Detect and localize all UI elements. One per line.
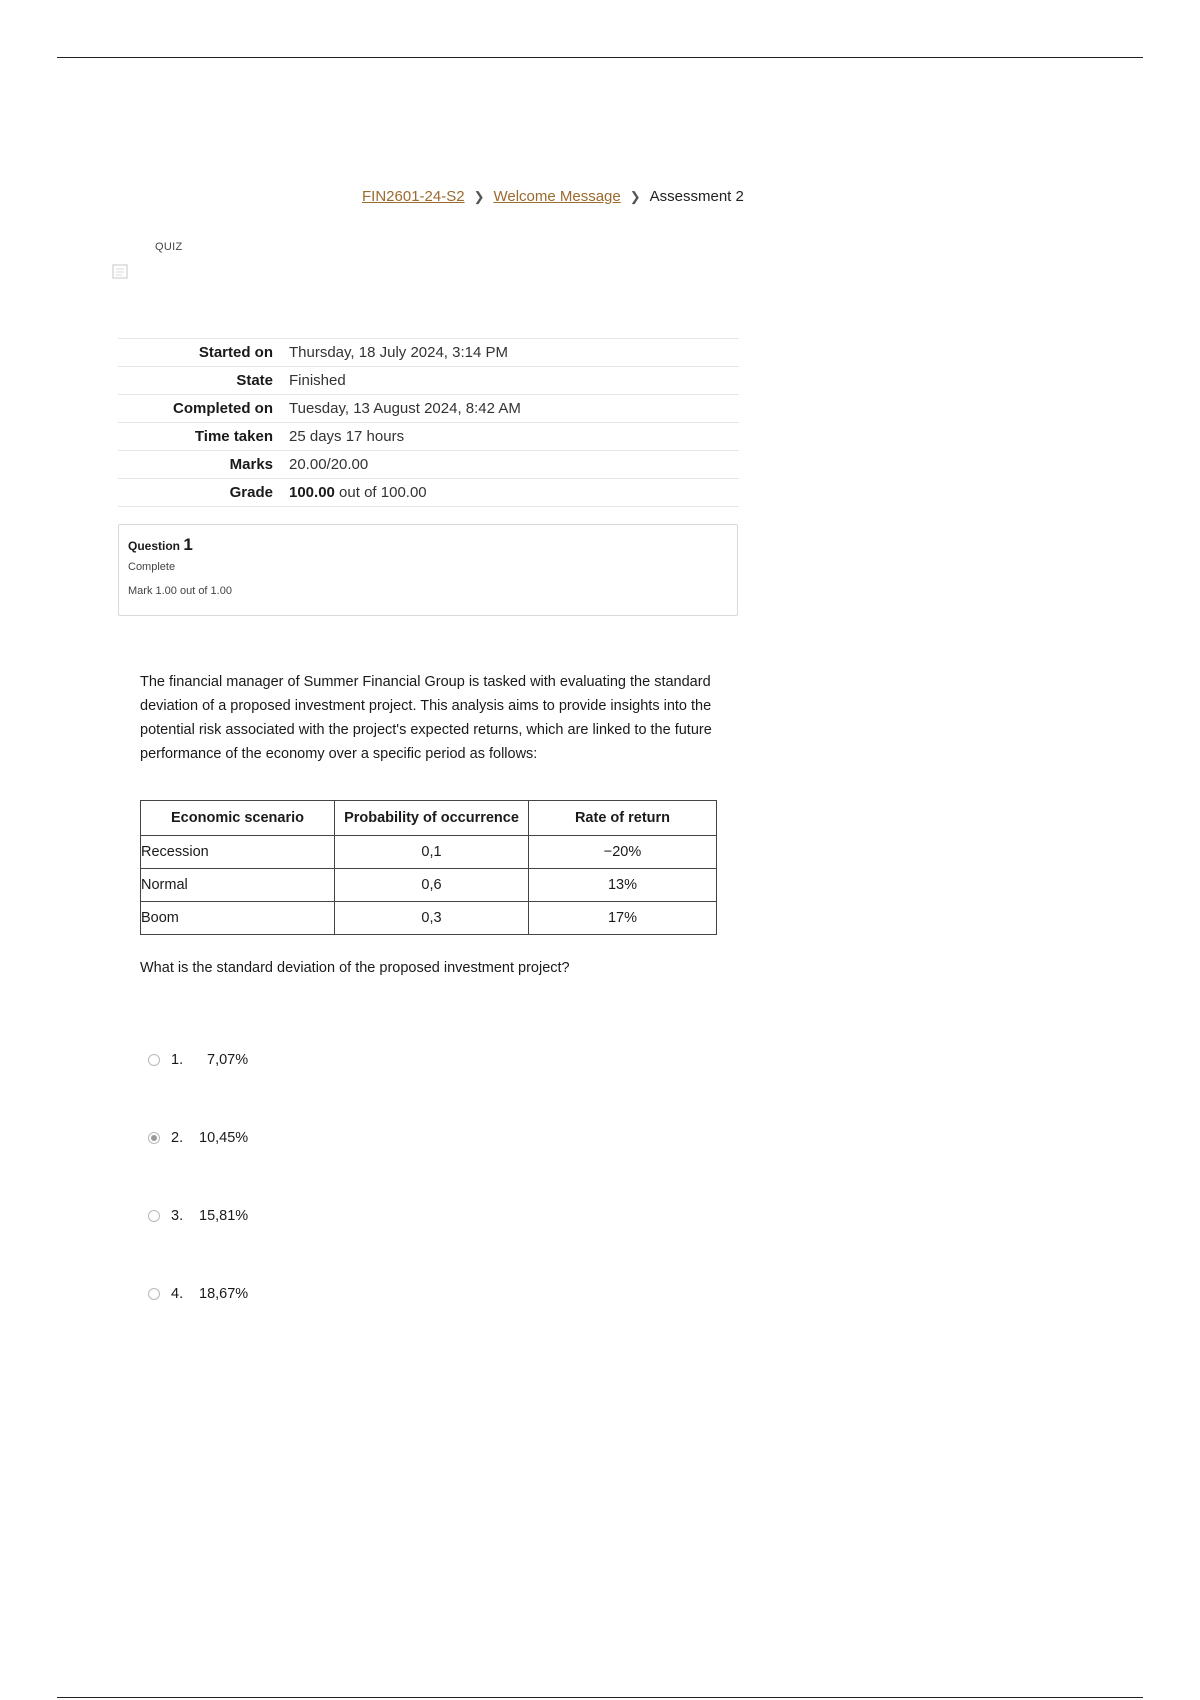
grade-out-of: out of 100.00 (334, 484, 427, 501)
summary-row (118, 423, 739, 451)
question-state: Complete (128, 561, 176, 573)
breadcrumb-current: Assessment 2 (649, 188, 744, 205)
question-number-value: 1 (183, 535, 193, 554)
table-cell: 13% (529, 869, 717, 902)
answer-option-2[interactable] (148, 1130, 248, 1146)
summary-row (118, 339, 739, 367)
question-number (128, 535, 728, 555)
question-mark: Mark 1.00 out of 1.00 (128, 585, 232, 597)
question-text: The financial manager of Summer Financial Group is tasked with evaluating the standard deviation of a proposed investment project. This analysis aims to provide insights into the potential risk associated with the project's expected returns, which are linked to the future performance of the economy over a specific period as follows: (140, 674, 712, 762)
table-row (141, 902, 717, 935)
table-cell: 0,1 (335, 836, 529, 869)
summary-label: Started on (118, 339, 289, 367)
chevron-right-icon: ❯ (629, 188, 641, 204)
answer-option-1[interactable] (148, 1052, 248, 1068)
answer-text: 15,81% (199, 1208, 249, 1224)
summary-label: State (118, 367, 289, 395)
summary-label: Marks (118, 451, 289, 479)
summary-value: Thursday, 18 July 2024, 3:14 PM (289, 339, 739, 367)
answer-text: 10,45% (199, 1130, 249, 1146)
answer-number: 2. (171, 1130, 184, 1146)
top-rule (57, 57, 1143, 58)
answer-text: 18,67% (199, 1286, 249, 1302)
table-cell: 17% (529, 902, 717, 935)
quiz-icon (111, 262, 129, 280)
summary-label: Grade (118, 479, 289, 507)
breadcrumb (362, 188, 744, 205)
breadcrumb-course-link[interactable]: FIN2601-24-S2 (362, 188, 465, 205)
table-row (141, 869, 717, 902)
summary-value (289, 479, 739, 507)
radio-button-selected[interactable] (148, 1132, 160, 1144)
question-prompt: What is the standard deviation of the proposed investment project? (140, 960, 570, 976)
table-row (141, 836, 717, 869)
table-cell: 0,6 (335, 869, 529, 902)
scenario-table (140, 800, 717, 935)
summary-row (118, 451, 739, 479)
summary-value: Tuesday, 13 August 2024, 8:42 AM (289, 395, 739, 423)
question-prefix: Question (128, 539, 184, 553)
summary-row (118, 395, 739, 423)
summary-label: Completed on (118, 395, 289, 423)
table-cell: Recession (141, 836, 335, 869)
summary-label: Time taken (118, 423, 289, 451)
table-cell: −20% (529, 836, 717, 869)
radio-button[interactable] (148, 1210, 160, 1222)
grade-value: 100.00 (289, 484, 335, 501)
answer-option-4[interactable] (148, 1286, 248, 1302)
summary-row (118, 367, 739, 395)
summary-row (118, 479, 739, 507)
breadcrumb-section-link[interactable]: Welcome Message (493, 188, 621, 205)
answer-option-3[interactable] (148, 1208, 248, 1224)
table-header-row (141, 801, 717, 836)
column-header: Rate of return (529, 801, 717, 836)
answer-number: 4. (171, 1286, 184, 1302)
radio-button[interactable] (148, 1054, 160, 1066)
module-type-label: QUIZ (155, 241, 183, 253)
radio-button[interactable] (148, 1288, 160, 1300)
question-info-box (118, 524, 738, 616)
summary-value: Finished (289, 367, 739, 395)
answer-text: 7,07% (207, 1052, 249, 1068)
bottom-rule (57, 1697, 1143, 1698)
answer-number: 1. (171, 1052, 184, 1068)
answer-number: 3. (171, 1208, 184, 1224)
attempt-summary-table (118, 338, 739, 507)
column-header: Probability of occurrence (335, 801, 529, 836)
table-cell: Normal (141, 869, 335, 902)
summary-value: 20.00/20.00 (289, 451, 739, 479)
table-cell: 0,3 (335, 902, 529, 935)
summary-value: 25 days 17 hours (289, 423, 739, 451)
table-cell: Boom (141, 902, 335, 935)
column-header: Economic scenario (141, 801, 335, 836)
chevron-right-icon: ❯ (473, 188, 485, 204)
